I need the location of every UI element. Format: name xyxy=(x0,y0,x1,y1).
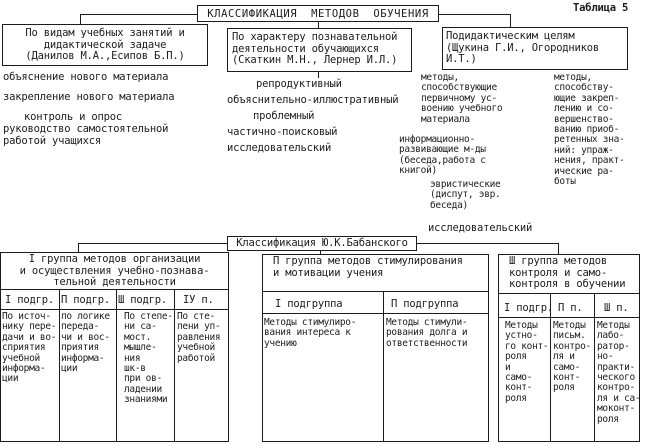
column2-item-5: исследовательский xyxy=(227,142,332,154)
group1-heading: I группа методов организации и осуществления учебно-познава- тельной деятельности xyxy=(19,253,210,288)
column3-heading: Подидактическим целям (Щукина Г.И., Огородников И.Т.) xyxy=(446,30,600,65)
group1-subgroup4-text: По сте- пени уп- равления учебной работой xyxy=(177,311,221,364)
column1-item-3: контроль и опрос xyxy=(24,111,122,123)
column1-heading: По видам учебных занятий и дидактической задаче (Данилов М.А.,Есипов Б.П.) xyxy=(25,27,185,62)
group1-subgroup2-label: П подгр. xyxy=(61,294,110,306)
connector-left-drop xyxy=(80,14,81,24)
group3-subgroup1-label: I подгр. xyxy=(504,302,553,314)
group1-subgroup3-text: По степе- ни са- мост. мышле- ния шк-в при ов- ладении знаниями xyxy=(124,311,173,406)
column3-item-1: методы, способствующие первичному ус- воению учебного материала xyxy=(421,72,503,125)
group3-subgroup3-text: Методы лабо- ратор- но- практи- ческого контро- ля и са- моконт- роля xyxy=(597,320,641,425)
group1-divider xyxy=(0,289,229,290)
group1-col-line-1 xyxy=(59,289,60,442)
column3-item-2: информационно- развивающие м-ды (беседа,работа с книгой) xyxy=(399,134,486,177)
group2-label-rule xyxy=(262,313,489,314)
column2-heading-box xyxy=(227,28,412,72)
main-title: КЛАССИФИКАЦИЯ МЕТОДОВ ОБУЧЕНИЯ xyxy=(207,8,429,20)
group3-label-rule xyxy=(498,317,640,318)
connector-right xyxy=(439,14,510,15)
group2-heading: П группа методов стимулирования и мотивации учения xyxy=(273,255,463,279)
group1-subgroup1-text: По источ- нику пере- дачи и во- сприятия учебной информа- ции xyxy=(2,311,57,385)
group2-subgroup1-text: Методы стимулиро- вания интереса к учению xyxy=(264,317,357,349)
group3-subgroup2-label: П п. xyxy=(558,302,583,314)
group3-heading: Ш группа методов контроля и само- контроля в обучении xyxy=(509,255,626,290)
column3-right-item: методы, способству- ющие закреп- лению и со- вершенство- ванию приоб- ретенных зна- ний: упраж- нения, практ- ические ра- боты xyxy=(554,72,625,188)
group2-subgroup2-text: Методы стимули- рования долга и ответственности xyxy=(386,317,468,349)
group1-subgroup4-label: IУ п. xyxy=(183,294,214,306)
group1-subgroup3-label: Ш подгр. xyxy=(118,294,167,306)
column2-heading: По характеру познавательной деятельности обучающихся (Скаткин М.Н., Лернер И.Л.) xyxy=(232,31,398,66)
group3-subgroup1-text: Методы устно- го конт- роля и само- конт- роля xyxy=(505,320,549,404)
group2-subgroup2-label: П подгруппа xyxy=(391,298,459,310)
table-label: Таблица 5 xyxy=(573,2,629,14)
babansky-title: Классификация Ю.К.Бабанского xyxy=(236,237,408,249)
column2-item-2: объяснительно-иллюстративный xyxy=(227,94,399,106)
group1-label-rule xyxy=(0,309,229,310)
babansky-connector-right xyxy=(417,243,558,244)
column1-item-4: руководство самостоятельной работой учащихся xyxy=(3,123,169,147)
group3-subgroup2-text: Методы письм. контро- ля и само- конт- роля xyxy=(553,320,591,394)
column1-item-1: объяснение нового материала xyxy=(3,71,169,83)
group1-subgroup1-label: I подгр. xyxy=(5,294,54,306)
group3-col-line-1 xyxy=(550,293,551,442)
column3-item-3: эвристические (диспут, эвр. беседа) xyxy=(430,179,501,211)
babansky-connector-right-drop xyxy=(558,243,559,254)
connector-left xyxy=(80,14,197,15)
group2-divider xyxy=(262,291,489,292)
column1-item-2: закрепление нового материала xyxy=(3,91,175,103)
column2-item-1: репродуктивный xyxy=(256,78,342,90)
babansky-title-box xyxy=(227,236,417,251)
group1-col-line-2 xyxy=(116,289,117,442)
column2-item-3: проблемный xyxy=(253,110,315,122)
column2-item-4: частично-поисковый xyxy=(227,126,338,138)
group3-divider xyxy=(498,293,640,294)
column3-heading-box xyxy=(442,27,628,70)
group1-subgroup2-text: по логике переда- чи и вос- приятия информа- ции xyxy=(61,311,110,375)
group3-col-line-2 xyxy=(594,293,595,442)
babansky-connector-left xyxy=(78,243,227,244)
group2-subgroup1-label: I подгруппа xyxy=(275,298,343,310)
column3-item-4: исследовательский xyxy=(428,222,533,234)
connector-right-drop xyxy=(510,14,511,27)
babansky-connector-left-drop xyxy=(78,243,79,252)
column1-heading-box xyxy=(2,24,208,66)
group3-subgroup3-label: Ш п. xyxy=(604,302,629,314)
group1-col-line-3 xyxy=(174,289,175,442)
main-title-box xyxy=(197,5,439,22)
